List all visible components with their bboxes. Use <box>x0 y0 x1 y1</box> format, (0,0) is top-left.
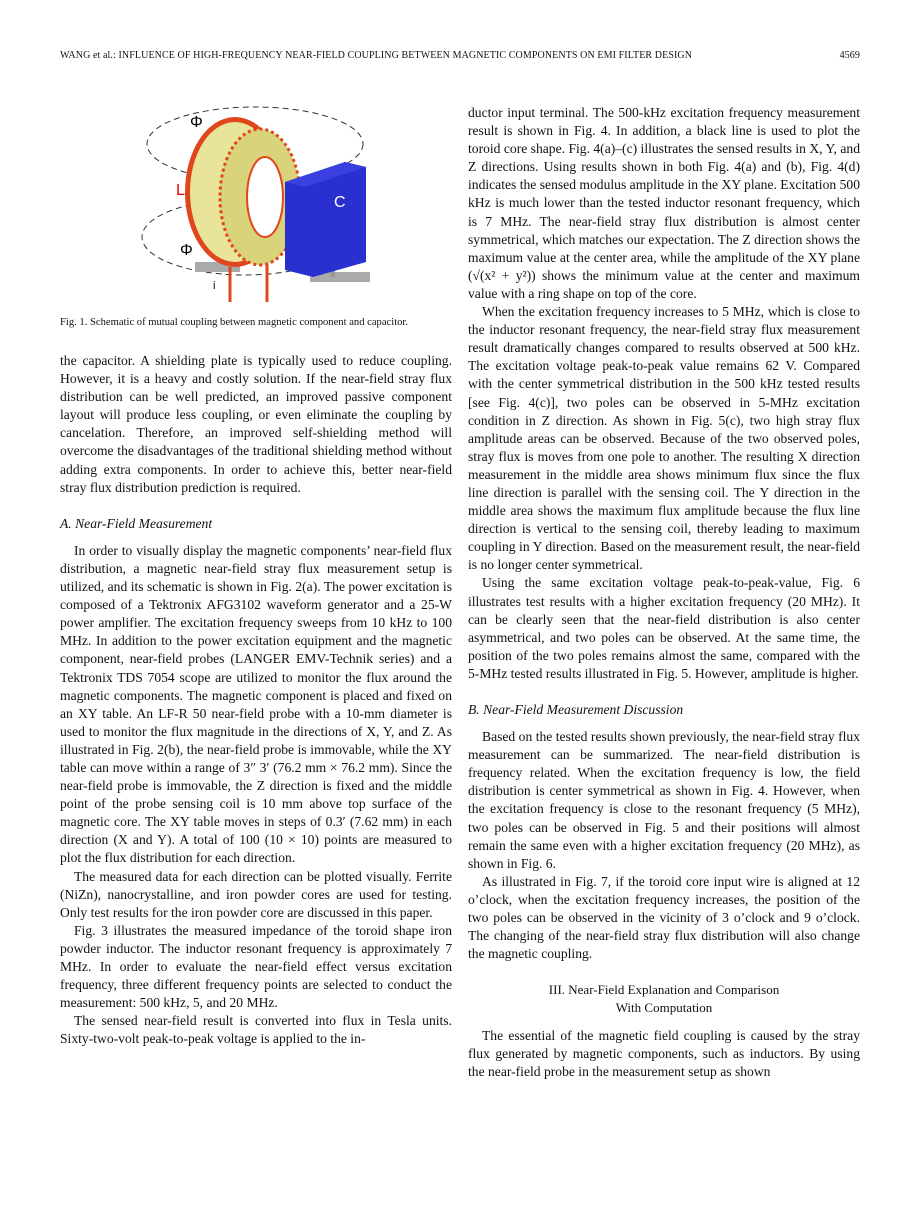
capacitor-label: C <box>334 194 346 211</box>
running-header <box>60 50 860 61</box>
figure-1-schematic <box>130 92 450 302</box>
paragraph: Fig. 3 illustrates the measured impedance of the toroid shape iron powder inductor. The inductor resonant frequency is approximately 7 MHz. In order to evaluate the near-field effect versus excitation frequency, three different frequency points are selected to conduct the measurement: 500 kHz, 5, and 20 MHz. <box>60 922 452 1011</box>
paragraph: ductor input terminal. The 500-kHz excitation frequency measurement result is shown in Fig. 4. In addition, a black line is used to plot the toroid core shape. Fig. 4(a)–(c) illustrates the sensed results in X, Y, and Z directions. Using results shown in both Fig. 4(a) and (b), Fig. 4(d) indicates the sensed modulus amplitude in the XY plane. Excitation 500 kHz is much lower than the tested inductor resonant frequency, which is 7 MHz. The near-field stray flux distribution is almost center symmetrical, which matches our expectation. The Z direction shows the maximum value at the center area, while the amplitude of the XY plane (√(x² + y²)) shows the minimum value at the center and maximum value with a ring shape on top of the core. <box>468 105 860 301</box>
paragraph: Using the same excitation voltage peak-to-peak-value, Fig. 6 illustrates test results with a higher excitation frequency (20 MHz). It can be clearly seen that the near-field distribution is also center asymmetrical, and two poles can be observed. At the same time, the position of the two poles remains almost the same, compared with the 5-MHz tested results illustrated in Fig. 5. However, amplitude is higher. <box>468 575 860 681</box>
phi-label-bottom: Φ <box>180 242 193 259</box>
page-number: 4569 <box>839 50 860 61</box>
left-column <box>60 352 452 1048</box>
paragraph: Based on the tested results shown previously, the near-field stray flux measurement can be summarized. The near-field distribution is frequency related. When the excitation frequency is low, the field distribution is center symmetrical as shown in Fig. 4. However, when the excitation frequency is close to the resonant frequency (5 MHz), two poles can be observed in Fig. 5 and their positions will almost remain the same even with a higher excitation frequency (20 MHz), as shown in Fig. 6. <box>468 729 860 871</box>
paragraph: As illustrated in Fig. 7, if the toroid core input wire is aligned at 12 o’clock, when the excitation frequency increases, the position of the two poles can be observed in the vicinity of 3 o’clock and 9 o’clock. The changing of the near-field stray flux distribution will also change the magnetic coupling. <box>468 873 860 962</box>
section-heading <box>468 981 860 1017</box>
figure-1-caption: Fig. 1. Schematic of mutual coupling between magnetic component and capacitor. <box>60 317 409 328</box>
inductor-label: L <box>176 182 185 199</box>
subsection-heading: A. Near-Field Measurement <box>60 515 213 531</box>
paragraph: The sensed near-field result is converted into flux in Tesla units. Sixty-two-volt peak-to-peak voltage is applied to the in- <box>60 1013 452 1047</box>
paragraph: The essential of the magnetic field coupling is caused by the stray flux generated by magnetic components, such as inductors. By using the near-field probe in the measurement setup as shown <box>468 1027 860 1079</box>
paragraph: The measured data for each direction can be plotted visually. Ferrite (NiZn), nanocrystalline, and iron powder cores are used for testing. Only test results for the iron powder core are discussed in this paper. <box>60 868 452 920</box>
running-title: WANG et al.: INFLUENCE OF HIGH-FREQUENCY NEAR-FIELD COUPLING BETWEEN MAGNETIC COMPONENTS ON EMI FILTER DESIGN <box>60 50 693 61</box>
paragraph: When the excitation frequency increases to 5 MHz, which is close to the inductor resonant frequency, the near-field stray flux measurement result dramatically changes compared to results observed at 500 kHz. The excitation voltage peak-to-peak value remains 62 V. Compared with the center symmetrical distribution in the 500 kHz tested results [see Fig. 4(c)], two poles can be observed in 5-MHz excitation condition in Z direction. As shown in Fig. 5(c), two high stray flux amplitude areas can be observed. Because of the two observed poles, stray flux is moves from one pole to another. The resulting X direction measurement in the middle area shows minimum flux since the flux line direction is parallel with the sensing coil. The Y direction in the middle area shows the maximum flux amplitude because the flux line direction is vertical to the sensing coil, thereby leading to maximum coupling in Y direction. Based on the measurement result, the near-field is no longer center symmetrical. <box>468 304 860 573</box>
phi-label-top: Φ <box>190 114 203 131</box>
paragraph: In order to visually display the magnetic components’ near-field flux distribution, a magnetic near-field stray flux measurement setup is utilized, and its schematic is shown in Fig. 2(a). The power excitation is composed of a Tektronix AFG3102 waveform generator and a 25-W power amplifier. The excitation frequency sweeps from 10 kHz to 100 MHz. In addition to the power excitation equipment and the magnetic component, near-field probes (LANGER EMV-Technik series) and a Tektronix TDS 7054 scope are utilized to monitor the flux around the magnetic components. The magnetic component is placed and fixed on an XY table. An LF-R 50 near-field probe with a 10-mm diameter is used to monitor the flux magnitude in the directions of X, Y, and Z. As illustrated in Fig. 2(b), the near-field probe is immovable, while the XY table can move within a range of 3″ 3′ (76.2 mm × 76.2 mm). Since the near-field probe is immovable, the Z direction is fixed and the middle point of the probe sensing coil is 10 mm above top surface of the magnetic core. The XY table moves in steps of 0.3′ (7.62 mm) in each direction (X and Y). A total of 100 (10 × 10) points are measured to plot the flux distribution for each direction. <box>60 542 452 866</box>
section-heading-line: With Computation <box>615 1000 713 1016</box>
section-heading-line: III. Near-Field Explanation and Comparison <box>548 982 780 998</box>
subsection-heading: B. Near-Field Measurement Discussion <box>468 702 684 717</box>
right-column <box>468 104 860 1081</box>
paragraph: the capacitor. A shielding plate is typically used to reduce coupling. However, it is a heavy and costly solution. If the near-field stray flux distribution can be well predicted, an improved passive component layout will produce less coupling, or even eliminate the coupling by cancelation. Therefore, an improved self-shielding method will overcome the disadvantages of the traditional shielding method without adding extra components. In order to achieve this, better near-field stray flux distribution prediction is required. <box>60 353 452 495</box>
current-label: i <box>213 280 216 292</box>
